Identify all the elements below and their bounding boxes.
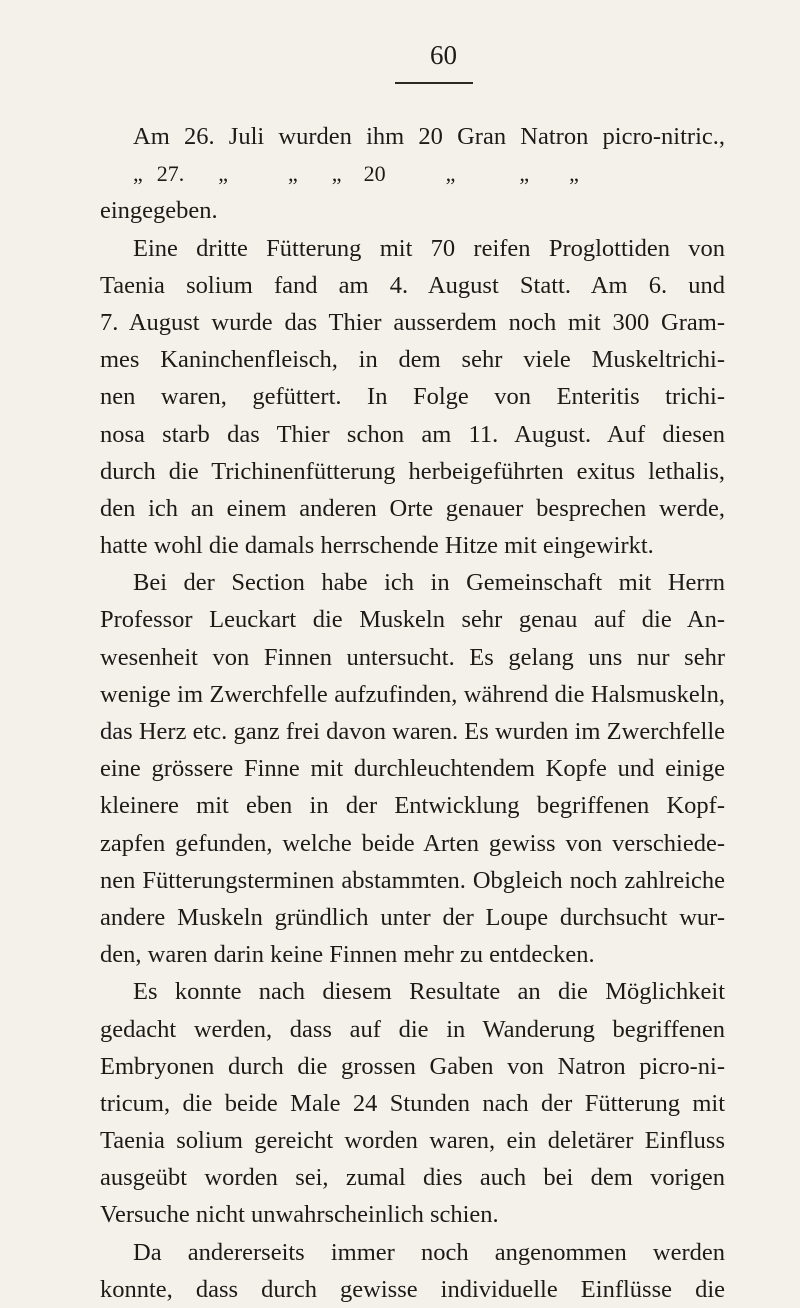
text-line: 7. August wurde das Thier ausserdem noch mit 300 Gram- <box>100 308 725 336</box>
text-line: Es konnte nach diesem Resultate an die Möglichkeit <box>133 978 725 1006</box>
text-line: „ 27. „ „ „ 20 „ „ „ <box>133 161 579 187</box>
text-line: Da andererseits immer noch angenommen werden <box>133 1238 725 1266</box>
body-text <box>100 118 725 1308</box>
text-line: zapfen gefunden, welche beide Arten gewiss von verschiede- <box>100 829 725 857</box>
text-line: nosa starb das Thier schon am 11. August. Auf diesen <box>100 420 725 448</box>
text-line: Eine dritte Fütterung mit 70 reifen Proglottiden von <box>133 234 725 262</box>
text-line: kleinere mit eben in der Entwicklung begriffenen Kopf- <box>100 792 725 820</box>
text-line: durch die Trichinenfütterung herbeigeführten exitus lethalis, <box>100 457 725 485</box>
text-line: Bei der Section habe ich in Gemeinschaft mit Herrn <box>133 569 725 597</box>
text-line: nen Fütterungsterminen abstammten. Obgleich noch zahlreiche <box>100 866 725 894</box>
text-line: Embryonen durch die grossen Gaben von Natron picro-ni- <box>100 1052 725 1080</box>
text-line: wesenheit von Finnen untersucht. Es gelang uns nur sehr <box>100 643 725 671</box>
text-line: gedacht werden, dass auf die in Wanderung begriffenen <box>100 1015 725 1043</box>
text-line: nen waren, gefüttert. In Folge von Enteritis trichi- <box>100 383 725 411</box>
text-line: Am 26. Juli wurden ihm 20 Gran Natron picro-nitric., <box>133 123 725 150</box>
text-line: ausgeübt worden sei, zumal dies auch bei dem vorigen <box>100 1164 725 1192</box>
text-line: eine grössere Finne mit durchleuchtendem Kopfe und einige <box>100 755 725 783</box>
text-line: mes Kaninchenfleisch, in dem sehr viele Muskeltrichi- <box>100 346 725 374</box>
text-line: den ich an einem anderen Orte genauer besprechen werde, <box>100 494 725 522</box>
text-line: Taenia solium gereicht worden waren, ein deletärer Einfluss <box>100 1127 725 1155</box>
text-line: konnte, dass durch gewisse individuelle Einflüsse die <box>100 1275 725 1303</box>
page-number: 60 <box>430 40 457 70</box>
text-line: Taenia solium fand am 4. August Statt. Am 6. und <box>100 271 725 299</box>
text-line: den, waren darin keine Finnen mehr zu entdecken. <box>100 941 595 969</box>
text-line: hatte wohl die damals herrschende Hitze mit eingewirkt. <box>100 532 654 560</box>
text-line: eingegeben. <box>100 197 218 225</box>
text-line: wenige im Zwerchfelle aufzufinden, während die Halsmuskeln, <box>100 680 725 708</box>
text-line: tricum, die beide Male 24 Stunden nach der Fütterung mit <box>100 1089 725 1117</box>
page-number-rule <box>395 82 473 84</box>
text-line: Versuche nicht unwahrscheinlich schien. <box>100 1201 499 1229</box>
text-line: das Herz etc. ganz frei davon waren. Es wurden im Zwerchfelle <box>100 718 725 745</box>
text-line: Professor Leuckart die Muskeln sehr genau auf die An- <box>100 606 725 634</box>
text-line: andere Muskeln gründlich unter der Loupe durchsucht wur- <box>100 903 725 931</box>
